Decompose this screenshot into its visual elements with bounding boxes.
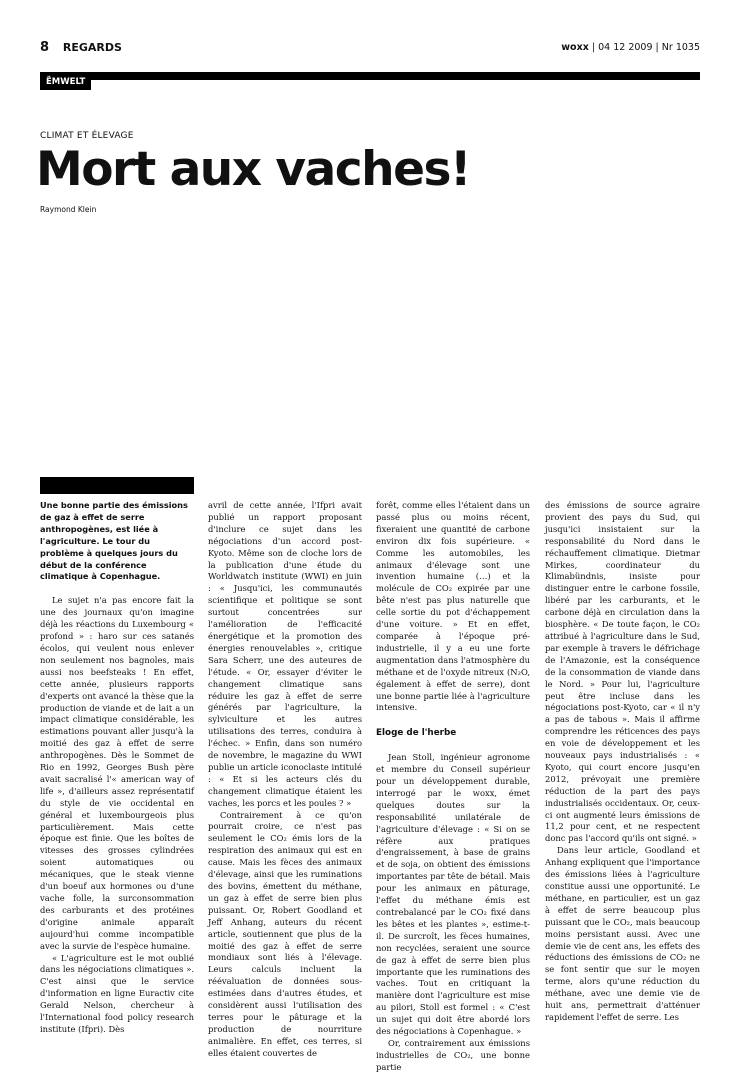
column-3 <box>376 500 530 1074</box>
paragraph: avril de cette année, l'Ifpri avait publié un rapport proposant d'inclure ce sujet dans les négociations d'un accord post-Kyoto. Même son de cloche lors de la publication d'une étude du Worldwatch institute (WWI) en juin : « Jusqu'ici, les communautés scientifique et politique se sont surtout concentrées sur l'amélioration de l'efficacité énergétique et la promotion des énergies renouvelables », critique Sara Scherr, une des auteures de l'étude. « Or, essayer d'éviter le changement climatique sans réduire les gaz à effet de serre générés par l'agriculture, la sylviculture et les autres utilisations des terres, conduira à l'échec. » Enfin, dans son numéro de novembre, le magazine du WWI publie un article iconoclaste intitulé : « Et si les acteurs clés du changement climatique étaient les vaches, les porcs et les poules ? » <box>208 500 362 808</box>
section-name: REGARDS <box>62 41 122 54</box>
header-separator: | <box>591 42 596 53</box>
page-header-left <box>40 40 122 55</box>
page-number: 8 <box>40 40 50 55</box>
issue-number: Nr 1035 <box>661 42 700 53</box>
paragraph: « L'agriculture est le mot oublié dans les négociations climatiques ». C'est ainsi que le service d'information en ligne Euractiv cite Gerald Nelson, chercheur à l'International food policy research institute (Ifpri). Dès <box>40 952 194 1034</box>
paragraph: Dans leur article, Goodland et Anhang expliquent que l'importance des émissions liées à l'agriculture constitue aussi une opportunité. Le méthane, en particulier, est un gaz à effet de serre beaucoup plus puissant que le CO₂, mais beaucoup moins persistant aussi. Avec une demie vie de cent ans, les effets des réductions des émissions de CO₂ ne se font sentir que sur le moyen terme, alors qu'une réduction du méthane, avec une demie vie de huit ans, permettrait d'atténuer rapidement l'effet de serre. Les <box>545 845 700 1022</box>
subheading: Eloge de l'herbe <box>376 728 457 739</box>
paragraph: Le sujet n'a pas encore fait la une des journaux qu'on imagine déjà les réactions du Luxembourg « profond » : haro sur ces satanés écolos, qui veulent nous enlever non seulement nos bagnoles, mais aussi nos beefsteaks ! En effet, cette année, plusieurs rapports d'experts ont avancé la thèse que la production de viande et de lait a un impact climatique considérable, les estimations pouvant aller jusqu'à la moitié des gaz à effet de serre anthropogènes. Dès le Sommet de Rio en 1992, Georges Bush père avait sacralisé l'« american way of life », d'ailleurs assez représentatif du style de vie occidental en général et luxembourgeois plus particulièrement. Mais cette époque est finie. Que les boîtes de vitesses des grosses cylindrées soient automatiques ou mécaniques, que le steak vienne d'un boeuf aux hormones ou d'une vache folle, la surconsommation des carburants et des protéines d'origine animale apparaît aujourd'hui comme incompatible avec la survie de l'espèce humaine. <box>40 595 194 951</box>
paragraph: des émissions de source agraire provient des pays du Sud, qui jusqu'ici insistaient sur la responsabilité du Nord dans le réchauffement climatique. Dietmar Mirkes, coordinateur du Klimabündnis, insiste pour distinguer entre le carbone fossile, libéré par les carburants, et le carbone déjà en circulation dans la biosphère. « De toute façon, le CO₂ attribué à l'agriculture dans le Sud, par exemple à travers le défrichage de l'Amazonie, est la conséquence de la consommation de viande dans le Nord. » Pour lui, l'agriculture peut être incluse dans les négociations post-Kyoto, car « il n'y a pas de tabous ». Mais il affirme comprendre les réticences des pays en voie de développement et les nouveaux pays industrialisés : « Kyoto, qui court encore jusqu'en 2012, prévoyait une première réduction de la part des pays industrialisés occidentaux. Or, ceux-ci ont augmenté leurs émissions de 11,2 pour cent, et ne respectent donc pas l'accord qu'ils ont signé. » <box>545 500 700 844</box>
article-kicker: CLIMAT ET ÉLEVAGE <box>40 131 134 141</box>
paragraph: Contrairement à ce qu'on pourrait croire, ce n'est pas seulement le CO₂ émis lors de la respiration des animaux qui est en cause. Mais les fèces des animaux d'élevage, ainsi que les ruminations des bovins, émettent du méthane, un gaz à effet de serre bien plus puissant. Or, Robert Goodland et Jeff Anhang, auteurs du récent article, soutiennent que plus de la moitié des gaz à effet de serre mondiaux sont liés à l'élevage. Leurs calculs incluent la réévaluation de données sous-estimées dans d'autres études, et considèrent aussi l'utilisation des terres pour le pâturage et la production de nourriture animalière. En effet, ces terres, si elles étaient couvertes de <box>208 809 362 1058</box>
column-2 <box>208 500 362 1060</box>
decorative-black-bar <box>40 477 194 494</box>
paragraph: forêt, comme elles l'étaient dans un passé plus ou moins récent, fixeraient une quantité de carbone environ dix fois supérieure. « Comme les automobiles, les animaux d'élevage sont une invention humaine (…) et la molécule de CO₂ expirée par une bête n'est pas plus naturelle que celle sortie du pot d'échappement d'une voiture. » Et en effet, comparée à l'époque pré-industrielle, il y a eu une forte augmentation dans l'atmosphère du méthane et de l'oxyde nitreux (N₂O, également à effet de serre), dont une bonne partie liée à l'agriculture intensive. <box>376 500 530 713</box>
column-4 <box>545 500 700 1024</box>
article-lead: Une bonne partie des émissions de gaz à effet de serre anthropogènes, est liée à l'agriculture. Le tour du problème à quelques jours du début de la conférence climatique à Copenhague. <box>40 500 188 582</box>
header-separator: | <box>655 42 659 53</box>
page-header-right <box>561 42 700 53</box>
paragraph: Jean Stoll, ingénieur agronome et membre du Conseil supérieur pour un développement durable, interrogé par le woxx, émet quelques doutes sur la responsabilité unilatérale de l'agriculture d'élevage : « Si on se réfère aux pratiques d'engraissement, à base de grains et de soja, on obtient des émissions importantes par tête de bétail. Mais pour les animaux en pâturage, l'effet du méthane émis est contrebalancé par le CO₂ fixé dans les bêtes et les plantes », estime-t-il. De surcroît, les fèces humaines, non recyclées, seraient une source de gaz à effet de serre bien plus importante que les ruminations des vaches. Tout en critiquant la manière dont l'agriculture est mise au pilori, Stoll est formel : « C'est un sujet qui doit être abordé lors des négociations à Copenhague. » <box>376 752 530 1037</box>
article-author: Raymond Klein <box>40 205 97 214</box>
column-1 <box>40 500 194 1036</box>
issue-date: 04 12 2009 <box>598 42 653 53</box>
section-tag: ËMWELT <box>40 75 91 90</box>
paragraph: Or, contrairement aux émissions industrielles de CO₂, une bonne partie <box>376 1037 530 1072</box>
brand-name: woxx <box>561 42 589 53</box>
section-rule <box>40 72 700 80</box>
article-title: Mort aux vaches! <box>36 142 470 197</box>
